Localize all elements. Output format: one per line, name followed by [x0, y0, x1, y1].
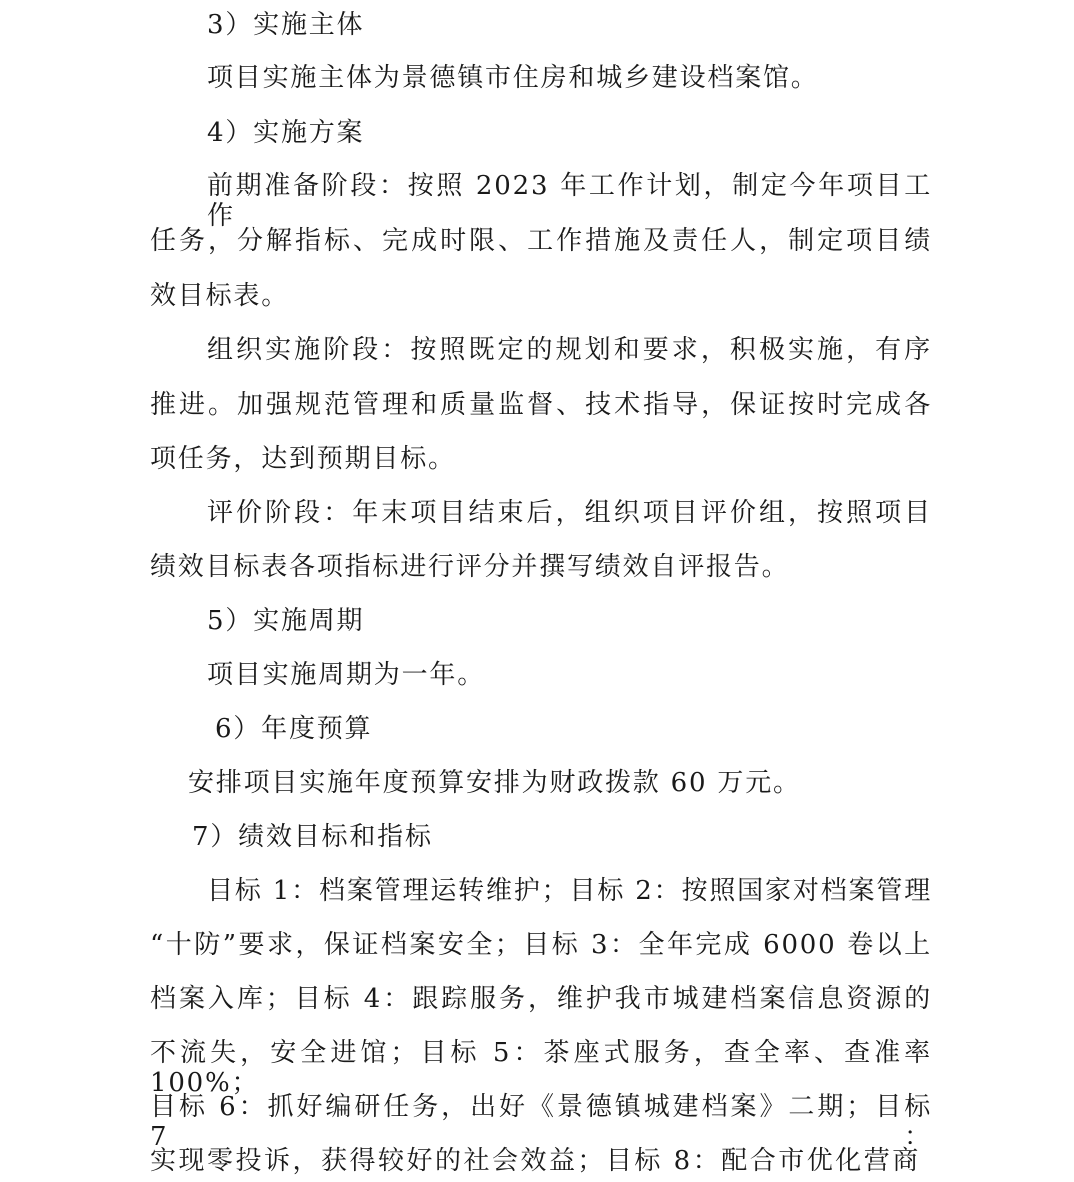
paragraph-line: 任务，分解指标、完成时限、工作措施及责任人，制定项目绩 [150, 226, 932, 256]
section-5-body: 项目实施周期为一年。 [207, 660, 486, 690]
paragraph-line: 目标 1：档案管理运转维护；目标 2：按照国家对档案管理 [207, 876, 932, 906]
paragraph-line: “十防”要求，保证档案安全；目标 3：全年完成 6000 卷以上 [150, 930, 932, 960]
paragraph-line: 实现零投诉，获得较好的社会效益；目标 8：配合市优化营商 [150, 1146, 920, 1176]
paragraph-line: 效目标表。 [150, 281, 290, 311]
section-6-heading: 6）年度预算 [215, 714, 373, 744]
section-7-heading: 7）绩效目标和指标 [192, 822, 433, 852]
paragraph-line: 组织实施阶段：按照既定的规划和要求，积极实施，有序 [207, 335, 932, 365]
section-3-body: 项目实施主体为景德镇市住房和城乡建设档案馆。 [207, 63, 819, 93]
paragraph-line: 绩效目标表各项指标进行评分并撰写绩效自评报告。 [150, 552, 790, 582]
section-4-heading: 4）实施方案 [207, 118, 365, 148]
paragraph-line: 前期准备阶段：按照 2023 年工作计划，制定今年项目工作 [207, 171, 932, 231]
paragraph-line: 项任务，达到预期目标。 [150, 444, 456, 474]
paragraph-line: 档案入库；目标 4：跟踪服务，维护我市城建档案信息资源的 [150, 984, 932, 1014]
section-5-heading: 5）实施周期 [207, 606, 365, 636]
paragraph-line: 评价阶段：年末项目结束后，组织项目评价组，按照项目 [207, 498, 932, 528]
paragraph-line: 不流失，安全进馆；目标 5：茶座式服务，查全率、查准率 100%； [150, 1038, 932, 1098]
section-3-heading: 3）实施主体 [207, 10, 365, 40]
paragraph-line: 推进。加强规范管理和质量监督、技术指导，保证按时完成各 [150, 390, 932, 420]
section-6-body: 安排项目实施年度预算安排为财政拨款 60 万元。 [188, 768, 801, 798]
paragraph-line: 目标 6：抓好编研任务，出好《景德镇城建档案》二期；目标 7： [150, 1092, 932, 1152]
